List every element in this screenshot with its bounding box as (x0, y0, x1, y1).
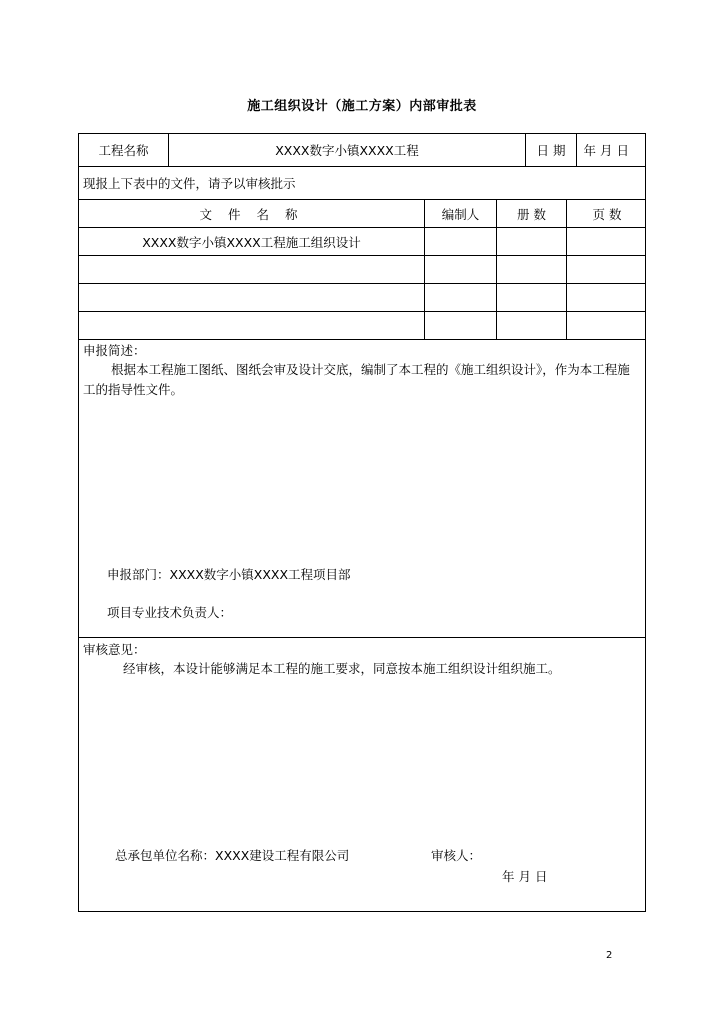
table-row (79, 228, 645, 256)
application-section (79, 340, 645, 638)
col-pages: 页 数 (592, 206, 622, 222)
file-name-cell (79, 284, 425, 311)
review-section (79, 638, 645, 911)
volumes-cell (497, 228, 567, 255)
volumes-cell (497, 256, 567, 283)
submit-note-row (79, 167, 645, 200)
col-volumes: 册 数 (497, 200, 567, 227)
volumes-cell (497, 284, 567, 311)
project-row (79, 134, 645, 167)
review-body: 经审核，本设计能够满足本工程的施工要求，同意按本施工组织设计组织施工。 (123, 661, 561, 676)
pages-cell (567, 284, 647, 311)
review-heading: 审核意见： (83, 642, 146, 657)
date-value: 年 月 日 (583, 143, 629, 158)
table-header (79, 200, 645, 228)
date-label: 日 期 (526, 134, 577, 166)
application-department: 申报部门：XXXX数字小镇XXXX工程项目部 (107, 567, 351, 582)
volumes-cell (497, 312, 567, 339)
project-value: XXXX数字小镇XXXX工程 (169, 134, 526, 166)
project-label: 工程名称 (79, 134, 169, 166)
author-cell (425, 256, 497, 283)
col-author: 编制人 (425, 200, 497, 227)
pages-cell (567, 312, 647, 339)
application-body: 根据本工程施工图纸、图纸会审及设计交底，编制了本工程的《施工组织设计》，作为本工程施工的指导性文件。 (83, 362, 630, 397)
author-cell (425, 312, 497, 339)
table-row (79, 312, 645, 340)
review-contractor: 总承包单位名称：XXXX建设工程有限公司 (115, 848, 350, 863)
review-reviewer: 审核人： (431, 848, 482, 863)
author-cell (425, 228, 497, 255)
file-name-cell (79, 312, 425, 339)
table-row (79, 284, 645, 312)
file-name-cell: XXXX数字小镇XXXX工程施工组织设计 (79, 228, 425, 255)
pages-cell (567, 228, 647, 255)
application-heading: 申报简述： (83, 343, 146, 358)
page-number: 2 (606, 950, 613, 961)
form-title: 施工组织设计（施工方案）内部审批表 (247, 99, 477, 114)
review-date: 年 月 日 (502, 869, 548, 884)
table-row (79, 256, 645, 284)
approval-form (78, 133, 646, 912)
pages-cell (567, 256, 647, 283)
file-name-cell (79, 256, 425, 283)
application-tech-lead: 项目专业技术负责人： (107, 605, 233, 620)
col-file-name: 文 件 名 称 (79, 200, 425, 227)
author-cell (425, 284, 497, 311)
submit-note: 现报上下表中的文件，请予以审核批示 (83, 176, 296, 191)
